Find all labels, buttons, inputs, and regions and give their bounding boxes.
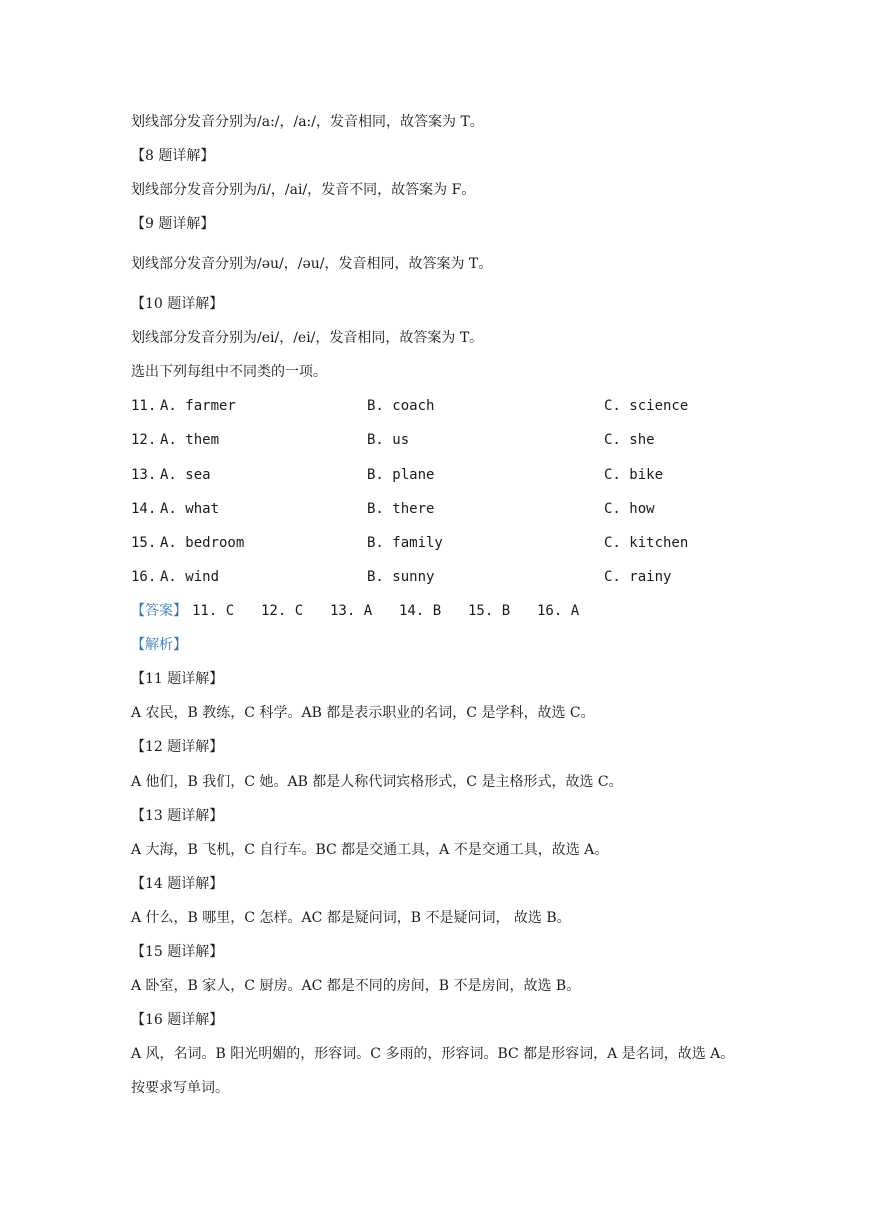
detail-text-16: A 风，名词。B 阳光明媚的，形容词。C 多雨的，形容词。BC 都是形容词，A 是名词，故选 A。: [131, 1046, 735, 1062]
option-b: B. plane: [367, 467, 435, 483]
detail-heading-12: 【12 题详解】: [131, 739, 224, 755]
option-b: B. coach: [367, 398, 435, 414]
detail-heading-13: 【13 题详解】: [131, 808, 224, 824]
detail-heading-14: 【14 题详解】: [131, 876, 224, 892]
detail-heading-11: 【11 题详解】: [131, 671, 224, 687]
question-number: 11.: [131, 398, 157, 414]
option-b: B. there: [367, 501, 435, 517]
question-row: [0, 533, 869, 553]
final-instruction: 按要求写单词。: [131, 1080, 229, 1096]
answer-item: 16. A: [537, 603, 580, 619]
detail-text-13: A 大海，B 飞机，C 自行车。BC 都是交通工具，A 不是交通工具，故选 A。: [131, 842, 609, 858]
option-a: A. farmer: [160, 398, 236, 414]
question-number: 12.: [131, 432, 157, 448]
detail-text-11: A 农民，B 教练，C 科学。AB 都是表示职业的名词，C 是学科，故选 C。: [131, 705, 595, 721]
option-a: A. them: [160, 432, 220, 448]
explanation-line-9: 划线部分发音分别为/əu/，/əu/，发音相同，故答案为 T。: [131, 256, 493, 272]
question-number: 13.: [131, 467, 157, 483]
option-b: B. family: [367, 535, 443, 551]
question-number: 14.: [131, 501, 157, 517]
question-row: [0, 430, 869, 450]
option-c: C. kitchen: [604, 535, 689, 551]
answer-item: 12. C: [261, 603, 304, 619]
detail-heading-10: 【10 题详解】: [131, 296, 224, 312]
answer-label: 【答案】: [131, 603, 187, 619]
question-row: [0, 567, 869, 587]
detail-heading-15: 【15 题详解】: [131, 944, 224, 960]
explanation-line-10: 划线部分发音分别为/ei/，/ei/，发音相同，故答案为 T。: [131, 330, 484, 346]
explanation-line-8: 划线部分发音分别为/i/，/ai/，发音不同，故答案为 F。: [131, 182, 476, 198]
question-row: [0, 396, 869, 416]
option-c: C. rainy: [604, 569, 672, 585]
option-a: A. bedroom: [160, 535, 245, 551]
option-a: A. wind: [160, 569, 220, 585]
option-a: A. what: [160, 501, 220, 517]
option-c: C. science: [604, 398, 689, 414]
question-number: 15.: [131, 535, 157, 551]
option-c: C. bike: [604, 467, 664, 483]
option-a: A. sea: [160, 467, 211, 483]
question-row: [0, 499, 869, 519]
question-row: [0, 465, 869, 485]
detail-text-15: A 卧室，B 家人，C 厨房。AC 都是不同的房间，B 不是房间，故选 B。: [131, 978, 581, 994]
detail-heading-16: 【16 题详解】: [131, 1012, 224, 1028]
option-c: C. how: [604, 501, 655, 517]
detail-text-14: A 什么，B 哪里，C 怎样。AC 都是疑问词，B 不是疑问词， 故选 B。: [131, 910, 571, 926]
answer-item: 15. B: [468, 603, 511, 619]
detail-heading-9: 【9 题详解】: [131, 216, 215, 232]
answer-item: 14. B: [399, 603, 442, 619]
option-b: B. us: [367, 432, 410, 448]
option-b: B. sunny: [367, 569, 435, 585]
question-number: 16.: [131, 569, 157, 585]
detail-text-12: A 他们，B 我们，C 她。AB 都是人称代词宾格形式，C 是主格形式，故选 C。: [131, 774, 623, 790]
detail-heading-8: 【8 题详解】: [131, 148, 215, 164]
option-c: C. she: [604, 432, 655, 448]
analysis-label: 【解析】: [131, 637, 187, 653]
answer-item: 11. C: [192, 603, 235, 619]
answer-item: 13. A: [330, 603, 373, 619]
explanation-line-7: 划线部分发音分别为/a:/，/a:/，发音相同，故答案为 T。: [131, 114, 484, 130]
answer-line: [0, 601, 869, 621]
section-instruction: 选出下列每组中不同类的一项。: [131, 364, 327, 380]
